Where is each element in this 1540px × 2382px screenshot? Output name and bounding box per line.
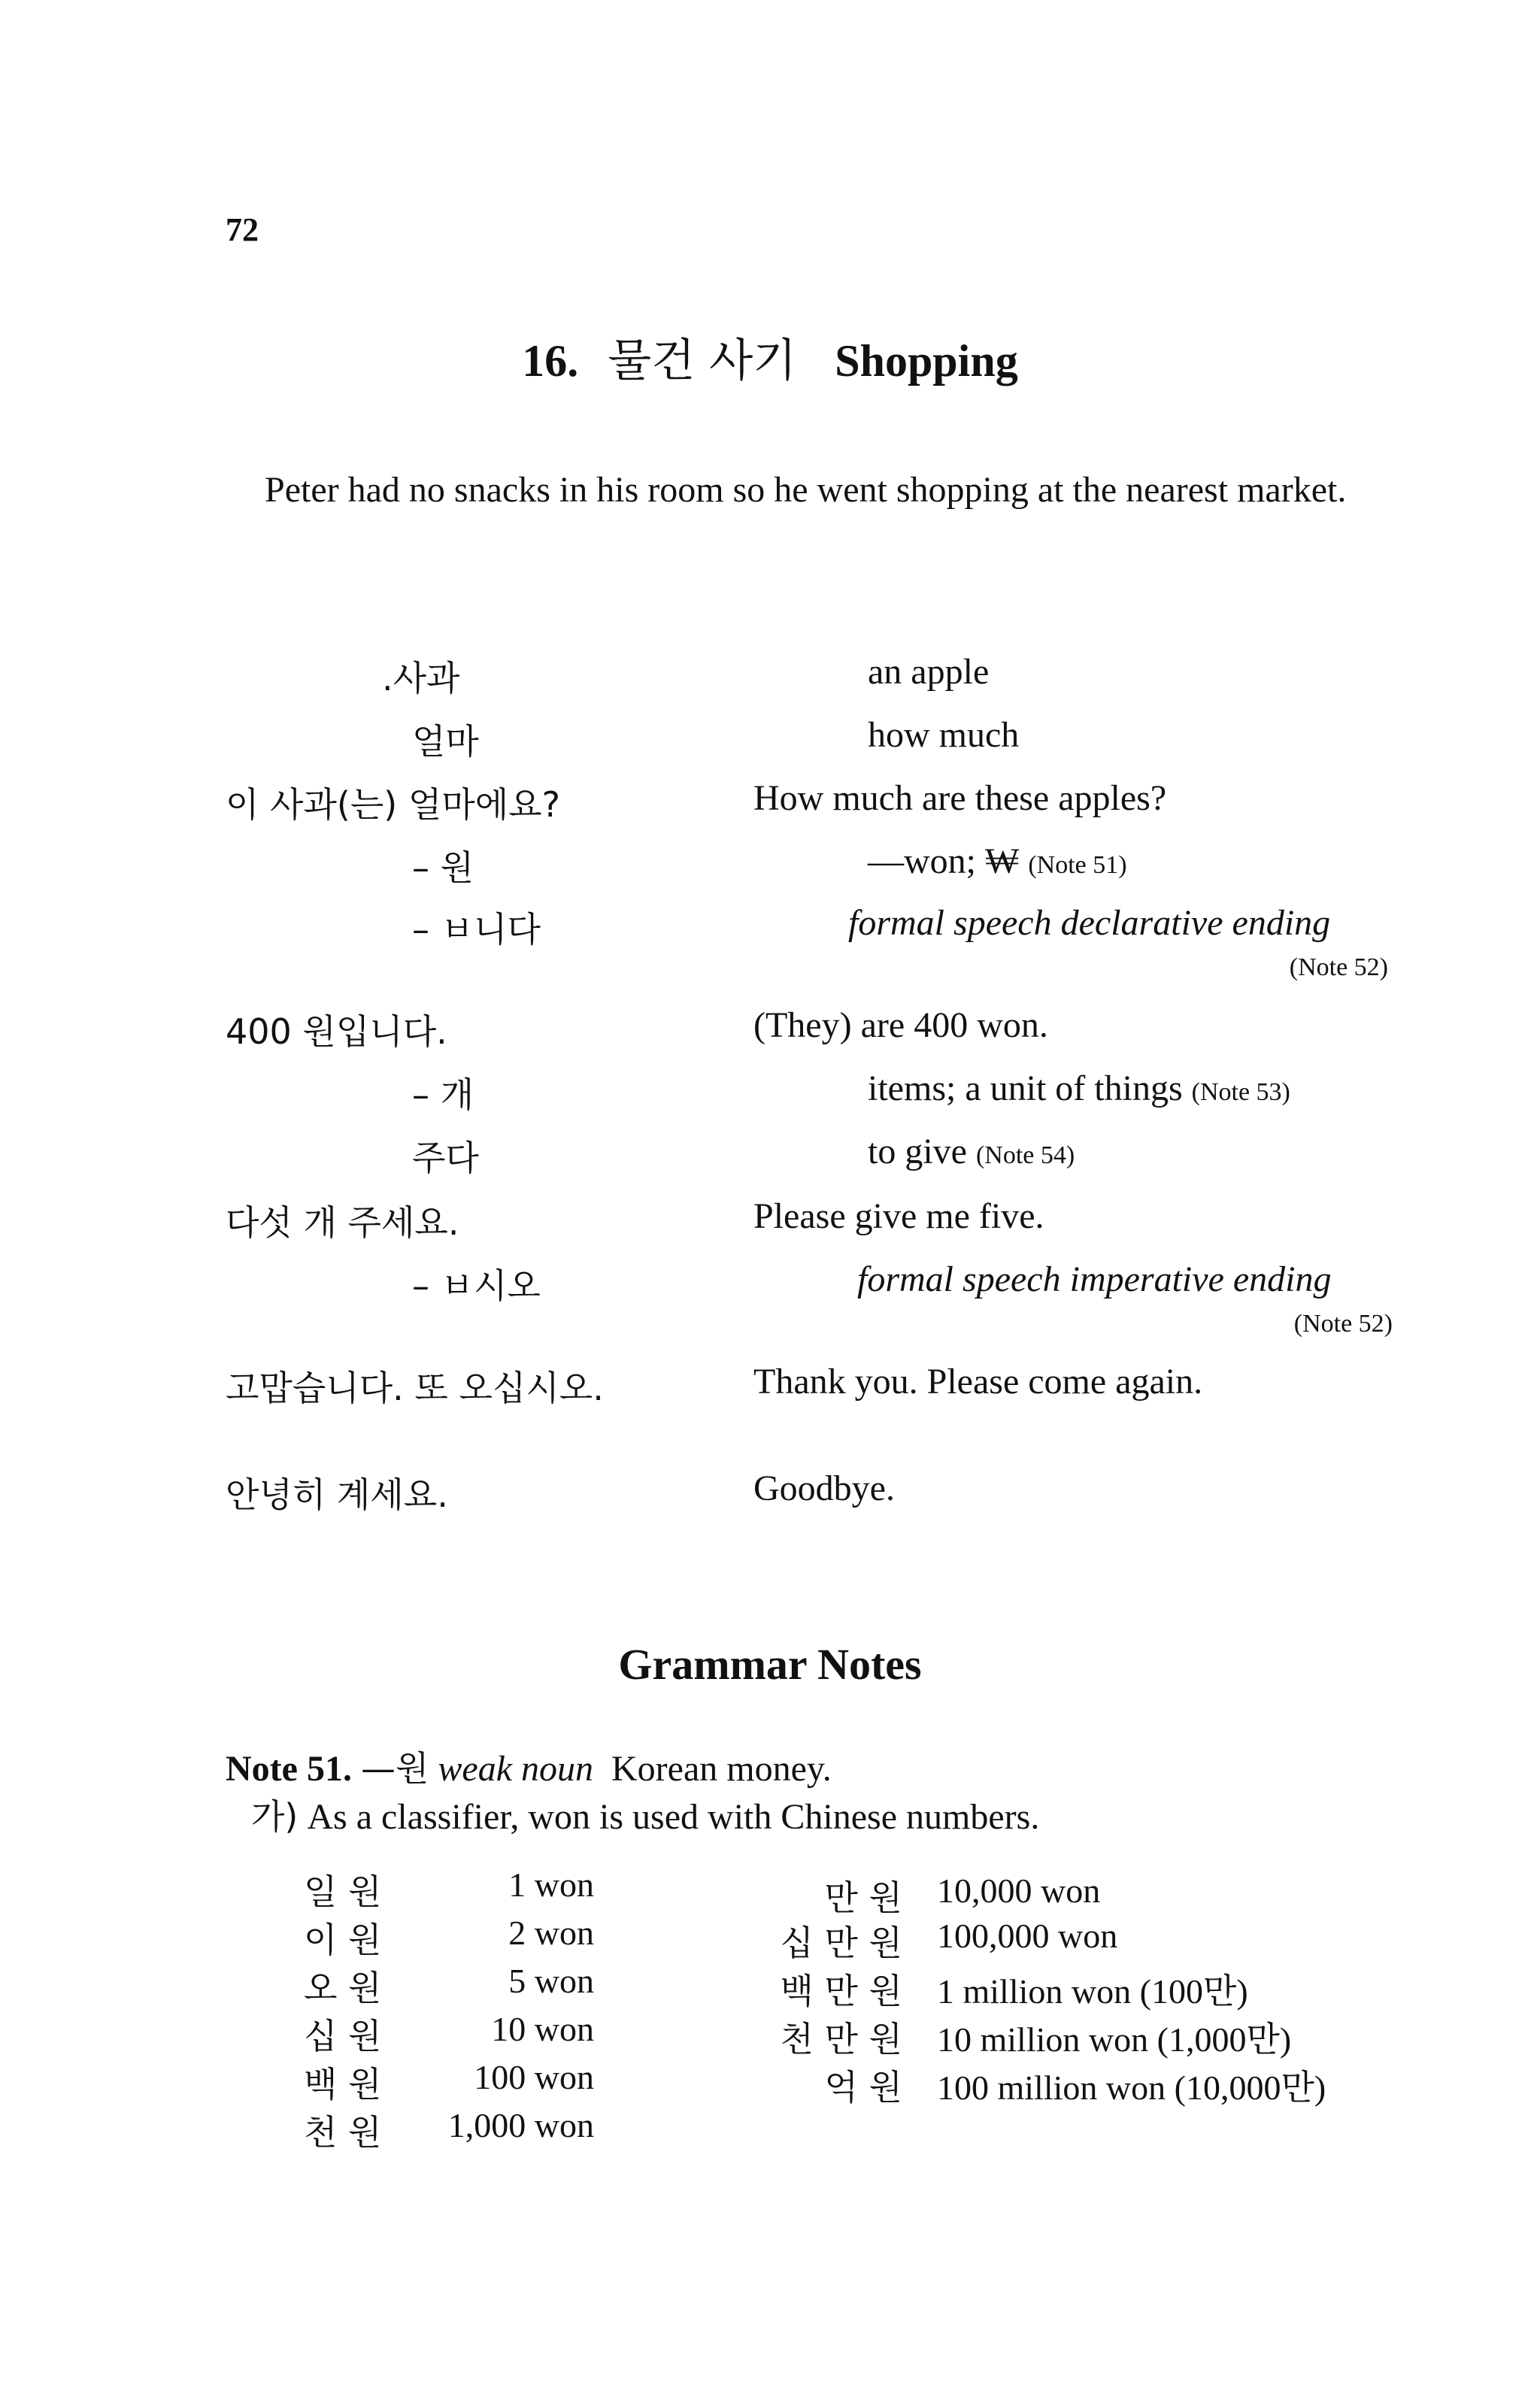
vocab-juda-korean: 주다	[412, 1138, 479, 1178]
vocab-apple-english: an apple	[868, 652, 990, 692]
vocab-imperative-english: formal speech imperative ending	[857, 1259, 1332, 1299]
vocab-won-gloss: —won; ₩	[868, 841, 1020, 881]
won-left-english: 1,000 won	[447, 2106, 594, 2144]
vocab-declarative-english: formal speech declarative ending	[848, 903, 1331, 943]
vocab-apple-korean: .사과	[382, 658, 460, 699]
won-right-korean: 백 만 원	[780, 1971, 902, 2011]
lesson-title-korean: 물건 사기	[608, 335, 797, 387]
won-left-english: 100 won	[474, 2058, 594, 2096]
won-right-korean: 만 원	[824, 1877, 902, 1918]
vocab-juda-english	[868, 1131, 1075, 1172]
dialogue-bye-english: Goodbye.	[753, 1468, 895, 1508]
vocab-howmuch-english: how much	[868, 715, 1020, 755]
note-51-term: —원	[360, 1748, 429, 1789]
vocab-gae-english	[868, 1068, 1290, 1109]
dialogue-question-english: How much are these apples?	[753, 778, 1167, 818]
note-51-ref: (Note 51)	[1028, 851, 1127, 879]
dialogue-bye-korean: 안녕히 계세요.	[226, 1474, 448, 1515]
note-51-type: weak noun	[438, 1749, 594, 1789]
dialogue-price-english: (They) are 400 won.	[753, 1005, 1048, 1045]
won-right-english: 1 million won (100만)	[937, 1972, 1248, 2011]
lesson-title-english: Shopping	[835, 336, 1018, 386]
won-right-english: 10 million won (1,000만)	[937, 2020, 1292, 2059]
won-right-english: 100 million won (10,000만)	[937, 2068, 1326, 2107]
sub-marker: 가)	[251, 1796, 299, 1837]
won-left-korean: 오 원	[304, 1968, 382, 2008]
vocab-won-korean: – 원	[412, 847, 474, 888]
note-52-ref-imperative: (Note 52)	[1293, 1310, 1393, 1338]
won-left-english: 1 won	[508, 1865, 594, 1904]
note-54-ref: (Note 54)	[975, 1141, 1075, 1169]
won-right-korean: 억 원	[824, 2067, 902, 2108]
won-left-english: 5 won	[508, 1962, 594, 2000]
dialogue-thanks-korean: 고맙습니다. 또 오십시오.	[226, 1368, 604, 1408]
note-51-definition: Korean money.	[611, 1749, 832, 1789]
note-53-ref: (Note 53)	[1191, 1078, 1290, 1106]
dialogue-thanks-english: Thank you. Please come again.	[753, 1362, 1203, 1402]
note-51-line	[226, 1741, 832, 1791]
vocab-juda-gloss: to give	[868, 1132, 967, 1171]
lesson-number: 16.	[522, 336, 579, 386]
won-left-korean: 이 원	[304, 1920, 382, 1960]
note-52-ref-declarative: (Note 52)	[1289, 953, 1388, 981]
vocab-gae-gloss: items; a unit of things	[868, 1068, 1183, 1108]
page-number: 72	[226, 211, 259, 248]
won-right-english: 100,000 won	[937, 1917, 1118, 1955]
vocab-imperative-korean: – ㅂ시오	[412, 1265, 541, 1306]
dialogue-price-korean: 400 원입니다.	[226, 1011, 447, 1052]
dialogue-question-korean: 이 사과(는) 얼마에요?	[226, 784, 561, 825]
won-left-korean: 백 원	[304, 2064, 382, 2105]
dialogue-five-korean: 다섯 개 주세요.	[226, 1202, 459, 1243]
won-left-english: 2 won	[508, 1914, 594, 1952]
won-left-korean: 일 원	[304, 1871, 382, 1912]
won-left-korean: 천 원	[304, 2112, 382, 2153]
sub-text: As a classifier, won is used with Chinese numbers.	[307, 1797, 1040, 1837]
note-51-label: Note 51.	[226, 1749, 352, 1789]
lesson-title	[0, 325, 1540, 389]
won-left-english: 10 won	[491, 2010, 594, 2048]
grammar-notes-heading: Grammar Notes	[618, 1640, 922, 1689]
won-right-korean: 천 만 원	[780, 2019, 902, 2059]
vocab-gae-korean: – 개	[412, 1074, 474, 1115]
note-51-sub-line	[251, 1790, 1039, 1839]
vocab-declarative-korean: – ㅂ니다	[412, 909, 541, 950]
won-left-korean: 십 원	[304, 2016, 382, 2056]
vocab-howmuch-korean: 얼마	[412, 721, 479, 762]
vocab-won-english	[868, 841, 1127, 882]
won-right-korean: 십 만 원	[780, 1923, 902, 1963]
dialogue-five-english: Please give me five.	[753, 1196, 1044, 1236]
intro-paragraph: Peter had no snacks in his room so he went shopping at the nearest market.	[265, 470, 1347, 510]
won-right-english: 10,000 won	[937, 1871, 1101, 1910]
